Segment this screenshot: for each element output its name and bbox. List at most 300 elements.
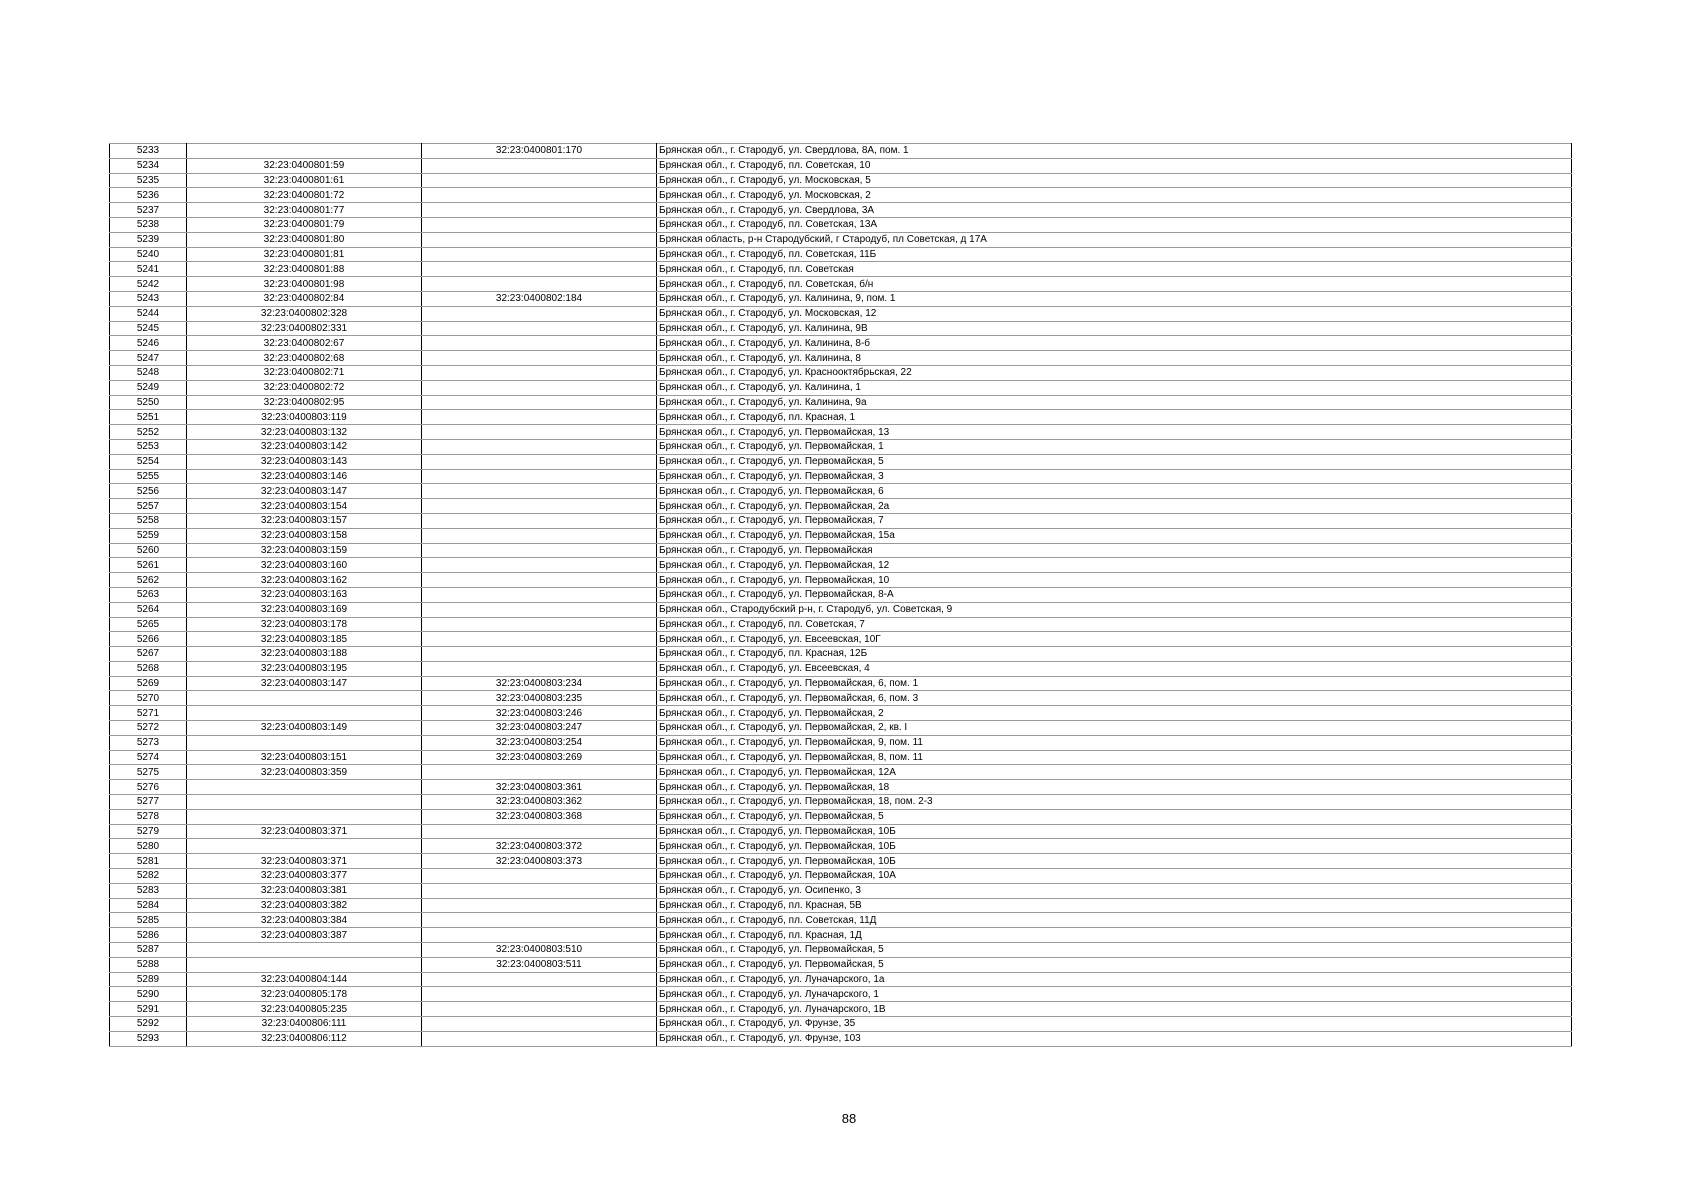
table-row [110, 587, 1572, 602]
premises-cadastral-number-cell: 32:23:0400803:235 [422, 691, 657, 706]
row-number-cell: 5249 [110, 380, 187, 395]
table-row [110, 217, 1572, 232]
row-number-cell: 5251 [110, 410, 187, 425]
table-row [110, 425, 1572, 440]
address-cell: Брянская обл., г. Стародуб, ул. Евсеевская, 10Г [657, 632, 1572, 647]
table-row [110, 173, 1572, 188]
premises-cadastral-number-cell [422, 336, 657, 351]
address-cell: Брянская обл., г. Стародуб, ул. Первомайская, 10Б [657, 824, 1572, 839]
cadastral-number-cell: 32:23:0400802:331 [187, 321, 422, 336]
cadastral-number-cell: 32:23:0400803:185 [187, 632, 422, 647]
row-number-cell: 5272 [110, 721, 187, 736]
table-row [110, 750, 1572, 765]
table-row [110, 765, 1572, 780]
cadastral-number-cell: 32:23:0400803:178 [187, 617, 422, 632]
cadastral-number-cell: 32:23:0400803:163 [187, 587, 422, 602]
cadastral-number-cell: 32:23:0400802:328 [187, 306, 422, 321]
premises-cadastral-number-cell [422, 647, 657, 662]
premises-cadastral-number-cell [422, 632, 657, 647]
row-number-cell: 5246 [110, 336, 187, 351]
table-row [110, 395, 1572, 410]
table-row [110, 499, 1572, 514]
table-row [110, 351, 1572, 366]
table-row [110, 365, 1572, 380]
cadastral-number-cell: 32:23:0400802:95 [187, 395, 422, 410]
row-number-cell: 5260 [110, 543, 187, 558]
row-number-cell: 5250 [110, 395, 187, 410]
premises-cadastral-number-cell [422, 913, 657, 928]
address-cell: Брянская обл., г. Стародуб, ул. Первомайская, 3 [657, 469, 1572, 484]
address-cell: Брянская обл., г. Стародуб, пл. Советская, 11Б [657, 247, 1572, 262]
address-cell: Брянская область, р-н Стародубский, г Стародуб, пл Советская, д 17А [657, 232, 1572, 247]
cadastral-number-cell [187, 839, 422, 854]
premises-cadastral-number-cell [422, 454, 657, 469]
cadastral-number-cell: 32:23:0400803:387 [187, 928, 422, 943]
cadastral-number-cell: 32:23:0400806:112 [187, 1031, 422, 1046]
premises-cadastral-number-cell: 32:23:0400803:234 [422, 676, 657, 691]
row-number-cell: 5237 [110, 203, 187, 218]
premises-cadastral-number-cell [422, 188, 657, 203]
address-cell: Брянская обл., г. Стародуб, ул. Фрунзе, 35 [657, 1017, 1572, 1032]
cadastral-number-cell: 32:23:0400803:146 [187, 469, 422, 484]
premises-cadastral-number-cell: 32:23:0400803:247 [422, 721, 657, 736]
table-row [110, 336, 1572, 351]
table-row [110, 1002, 1572, 1017]
cadastral-number-cell: 32:23:0400801:98 [187, 277, 422, 292]
address-cell: Брянская обл., г. Стародуб, ул. Первомайская, 5 [657, 943, 1572, 958]
row-number-cell: 5235 [110, 173, 187, 188]
row-number-cell: 5293 [110, 1031, 187, 1046]
premises-cadastral-number-cell [422, 380, 657, 395]
row-number-cell: 5291 [110, 1002, 187, 1017]
table-row [110, 247, 1572, 262]
registry-table-body [110, 144, 1572, 1047]
address-cell: Брянская обл., г. Стародуб, ул. Первомайская, 6 [657, 484, 1572, 499]
cadastral-number-cell: 32:23:0400803:359 [187, 765, 422, 780]
row-number-cell: 5255 [110, 469, 187, 484]
row-number-cell: 5284 [110, 898, 187, 913]
address-cell: Брянская обл., г. Стародуб, ул. Первомайская, 10Б [657, 839, 1572, 854]
table-row [110, 617, 1572, 632]
cadastral-number-cell: 32:23:0400803:195 [187, 661, 422, 676]
cadastral-number-cell [187, 943, 422, 958]
address-cell: Брянская обл., г. Стародуб, пл. Советская, 11Д [657, 913, 1572, 928]
row-number-cell: 5287 [110, 943, 187, 958]
address-cell: Брянская обл., г. Стародуб, ул. Первомайская, 5 [657, 957, 1572, 972]
premises-cadastral-number-cell [422, 469, 657, 484]
cadastral-number-cell [187, 795, 422, 810]
row-number-cell: 5286 [110, 928, 187, 943]
address-cell: Брянская обл., г. Стародуб, ул. Первомайская, 13 [657, 425, 1572, 440]
premises-cadastral-number-cell: 32:23:0400803:372 [422, 839, 657, 854]
premises-cadastral-number-cell [422, 573, 657, 588]
table-row [110, 144, 1572, 159]
row-number-cell: 5236 [110, 188, 187, 203]
address-cell: Брянская обл., г. Стародуб, ул. Луначарского, 1а [657, 972, 1572, 987]
address-cell: Брянская обл., г. Стародуб, ул. Первомайская, 7 [657, 513, 1572, 528]
premises-cadastral-number-cell: 32:23:0400803:373 [422, 854, 657, 869]
table-row [110, 528, 1572, 543]
premises-cadastral-number-cell [422, 425, 657, 440]
premises-cadastral-number-cell [422, 439, 657, 454]
address-cell: Брянская обл., г. Стародуб, ул. Первомайская, 18 [657, 780, 1572, 795]
premises-cadastral-number-cell [422, 972, 657, 987]
table-row [110, 913, 1572, 928]
premises-cadastral-number-cell [422, 824, 657, 839]
table-row [110, 898, 1572, 913]
cadastral-number-cell: 32:23:0400801:80 [187, 232, 422, 247]
row-number-cell: 5292 [110, 1017, 187, 1032]
row-number-cell: 5282 [110, 869, 187, 884]
cadastral-number-cell: 32:23:0400803:143 [187, 454, 422, 469]
table-row [110, 647, 1572, 662]
table-row [110, 1031, 1572, 1046]
row-number-cell: 5277 [110, 795, 187, 810]
table-row [110, 795, 1572, 810]
premises-cadastral-number-cell [422, 528, 657, 543]
address-cell: Брянская обл., г. Стародуб, ул. Московская, 5 [657, 173, 1572, 188]
table-row [110, 484, 1572, 499]
address-cell: Брянская обл., г. Стародуб, пл. Советская, 7 [657, 617, 1572, 632]
cadastral-number-cell [187, 780, 422, 795]
address-cell: Брянская обл., Стародубский р-н, г. Стародуб, ул. Советская, 9 [657, 602, 1572, 617]
premises-cadastral-number-cell [422, 1031, 657, 1046]
premises-cadastral-number-cell [422, 321, 657, 336]
table-row [110, 513, 1572, 528]
row-number-cell: 5243 [110, 291, 187, 306]
premises-cadastral-number-cell [422, 602, 657, 617]
address-cell: Брянская обл., г. Стародуб, ул. Краснооктябрьская, 22 [657, 365, 1572, 380]
premises-cadastral-number-cell [422, 558, 657, 573]
row-number-cell: 5263 [110, 587, 187, 602]
table-row [110, 439, 1572, 454]
premises-cadastral-number-cell: 32:23:0400801:170 [422, 144, 657, 159]
row-number-cell: 5281 [110, 854, 187, 869]
address-cell: Брянская обл., г. Стародуб, ул. Первомайская, 9, пом. 11 [657, 735, 1572, 750]
cadastral-number-cell: 32:23:0400803:151 [187, 750, 422, 765]
cadastral-number-cell: 32:23:0400803:188 [187, 647, 422, 662]
premises-cadastral-number-cell [422, 217, 657, 232]
premises-cadastral-number-cell: 32:23:0400803:511 [422, 957, 657, 972]
premises-cadastral-number-cell [422, 987, 657, 1002]
table-row [110, 691, 1572, 706]
cadastral-number-cell [187, 957, 422, 972]
table-row [110, 188, 1572, 203]
cadastral-number-cell: 32:23:0400802:71 [187, 365, 422, 380]
address-cell: Брянская обл., г. Стародуб, ул. Первомайская, 8-А [657, 587, 1572, 602]
row-number-cell: 5239 [110, 232, 187, 247]
address-cell: Брянская обл., г. Стародуб, ул. Первомайская, 1 [657, 439, 1572, 454]
address-cell: Брянская обл., г. Стародуб, ул. Свердлова, 8А, пом. 1 [657, 144, 1572, 159]
address-cell: Брянская обл., г. Стародуб, ул. Первомайская, 2а [657, 499, 1572, 514]
cadastral-number-cell: 32:23:0400801:61 [187, 173, 422, 188]
cadastral-number-cell: 32:23:0400801:72 [187, 188, 422, 203]
premises-cadastral-number-cell [422, 306, 657, 321]
premises-cadastral-number-cell [422, 543, 657, 558]
table-row [110, 943, 1572, 958]
table-row [110, 558, 1572, 573]
address-cell: Брянская обл., г. Стародуб, ул. Первомайская, 5 [657, 809, 1572, 824]
address-cell: Брянская обл., г. Стародуб, ул. Первомайская, 2 [657, 706, 1572, 721]
address-cell: Брянская обл., г. Стародуб, ул. Калинина, 9а [657, 395, 1572, 410]
row-number-cell: 5265 [110, 617, 187, 632]
table-row [110, 158, 1572, 173]
premises-cadastral-number-cell [422, 410, 657, 425]
address-cell: Брянская обл., г. Стародуб, ул. Московская, 12 [657, 306, 1572, 321]
premises-cadastral-number-cell: 32:23:0400803:254 [422, 735, 657, 750]
row-number-cell: 5259 [110, 528, 187, 543]
cadastral-number-cell: 32:23:0400805:235 [187, 1002, 422, 1017]
row-number-cell: 5275 [110, 765, 187, 780]
premises-cadastral-number-cell [422, 1002, 657, 1017]
cadastral-number-cell: 32:23:0400803:162 [187, 573, 422, 588]
address-cell: Брянская обл., г. Стародуб, ул. Первомайская, 10Б [657, 854, 1572, 869]
premises-cadastral-number-cell: 32:23:0400803:510 [422, 943, 657, 958]
table-row [110, 972, 1572, 987]
premises-cadastral-number-cell [422, 1017, 657, 1032]
address-cell: Брянская обл., г. Стародуб, ул. Первомайская, 12А [657, 765, 1572, 780]
cadastral-number-cell: 32:23:0400803:384 [187, 913, 422, 928]
table-row [110, 602, 1572, 617]
row-number-cell: 5262 [110, 573, 187, 588]
row-number-cell: 5238 [110, 217, 187, 232]
address-cell: Брянская обл., г. Стародуб, ул. Московская, 2 [657, 188, 1572, 203]
row-number-cell: 5273 [110, 735, 187, 750]
address-cell: Брянская обл., г. Стародуб, ул. Луначарского, 1 [657, 987, 1572, 1002]
table-row [110, 277, 1572, 292]
address-cell: Брянская обл., г. Стародуб, ул. Первомайская [657, 543, 1572, 558]
table-row [110, 987, 1572, 1002]
cadastral-number-cell: 32:23:0400802:68 [187, 351, 422, 366]
premises-cadastral-number-cell [422, 173, 657, 188]
cadastral-number-cell: 32:23:0400803:119 [187, 410, 422, 425]
premises-cadastral-number-cell [422, 765, 657, 780]
table-row [110, 306, 1572, 321]
table-row [110, 262, 1572, 277]
cadastral-number-cell: 32:23:0400803:158 [187, 528, 422, 543]
cadastral-number-cell: 32:23:0400803:149 [187, 721, 422, 736]
table-row [110, 706, 1572, 721]
row-number-cell: 5290 [110, 987, 187, 1002]
premises-cadastral-number-cell: 32:23:0400803:361 [422, 780, 657, 795]
row-number-cell: 5245 [110, 321, 187, 336]
table-row [110, 573, 1572, 588]
premises-cadastral-number-cell [422, 499, 657, 514]
cadastral-number-cell: 32:23:0400802:67 [187, 336, 422, 351]
address-cell: Брянская обл., г. Стародуб, ул. Первомайская, 6, пом. 1 [657, 676, 1572, 691]
cadastral-number-cell: 32:23:0400803:371 [187, 854, 422, 869]
row-number-cell: 5269 [110, 676, 187, 691]
address-cell: Брянская обл., г. Стародуб, ул. Первомайская, 5 [657, 454, 1572, 469]
row-number-cell: 5242 [110, 277, 187, 292]
premises-cadastral-number-cell [422, 869, 657, 884]
row-number-cell: 5241 [110, 262, 187, 277]
table-row [110, 824, 1572, 839]
address-cell: Брянская обл., г. Стародуб, пл. Советская, 13А [657, 217, 1572, 232]
row-number-cell: 5280 [110, 839, 187, 854]
table-row [110, 454, 1572, 469]
row-number-cell: 5248 [110, 365, 187, 380]
table-row [110, 661, 1572, 676]
address-cell: Брянская обл., г. Стародуб, пл. Советская, б/н [657, 277, 1572, 292]
table-row [110, 632, 1572, 647]
address-cell: Брянская обл., г. Стародуб, ул. Луначарского, 1В [657, 1002, 1572, 1017]
address-cell: Брянская обл., г. Стародуб, ул. Калинина, 9, пом. 1 [657, 291, 1572, 306]
row-number-cell: 5267 [110, 647, 187, 662]
table-row [110, 676, 1572, 691]
address-cell: Брянская обл., г. Стародуб, ул. Калинина, 1 [657, 380, 1572, 395]
address-cell: Брянская обл., г. Стародуб, ул. Первомайская, 12 [657, 558, 1572, 573]
address-cell: Брянская обл., г. Стародуб, ул. Первомайская, 10 [657, 573, 1572, 588]
address-cell: Брянская обл., г. Стародуб, ул. Калинина, 9В [657, 321, 1572, 336]
premises-cadastral-number-cell [422, 203, 657, 218]
premises-cadastral-number-cell [422, 928, 657, 943]
cadastral-number-cell: 32:23:0400801:59 [187, 158, 422, 173]
cadastral-number-cell: 32:23:0400801:77 [187, 203, 422, 218]
table-row [110, 543, 1572, 558]
premises-cadastral-number-cell [422, 158, 657, 173]
premises-cadastral-number-cell [422, 247, 657, 262]
table-row [110, 735, 1572, 750]
cadastral-number-cell: 32:23:0400803:142 [187, 439, 422, 454]
address-cell: Брянская обл., г. Стародуб, ул. Калинина, 8 [657, 351, 1572, 366]
row-number-cell: 5288 [110, 957, 187, 972]
cadastral-number-cell: 32:23:0400802:72 [187, 380, 422, 395]
premises-cadastral-number-cell: 32:23:0400803:246 [422, 706, 657, 721]
premises-cadastral-number-cell [422, 661, 657, 676]
address-cell: Брянская обл., г. Стародуб, ул. Евсеевская, 4 [657, 661, 1572, 676]
table-row [110, 410, 1572, 425]
table-row [110, 232, 1572, 247]
premises-cadastral-number-cell [422, 513, 657, 528]
row-number-cell: 5256 [110, 484, 187, 499]
row-number-cell: 5234 [110, 158, 187, 173]
address-cell: Брянская обл., г. Стародуб, ул. Первомайская, 2, кв. I [657, 721, 1572, 736]
address-cell: Брянская обл., г. Стародуб, ул. Первомайская, 18, пом. 2-3 [657, 795, 1572, 810]
address-cell: Брянская обл., г. Стародуб, ул. Фрунзе, 103 [657, 1031, 1572, 1046]
cadastral-number-cell [187, 144, 422, 159]
row-number-cell: 5247 [110, 351, 187, 366]
premises-cadastral-number-cell [422, 277, 657, 292]
table-row [110, 380, 1572, 395]
row-number-cell: 5266 [110, 632, 187, 647]
cadastral-number-cell: 32:23:0400804:144 [187, 972, 422, 987]
row-number-cell: 5283 [110, 883, 187, 898]
address-cell: Брянская обл., г. Стародуб, ул. Осипенко, 3 [657, 883, 1572, 898]
table-row [110, 809, 1572, 824]
cadastral-number-cell: 32:23:0400803:382 [187, 898, 422, 913]
table-row [110, 1017, 1572, 1032]
table-row [110, 291, 1572, 306]
row-number-cell: 5268 [110, 661, 187, 676]
row-number-cell: 5279 [110, 824, 187, 839]
row-number-cell: 5244 [110, 306, 187, 321]
table-row [110, 839, 1572, 854]
row-number-cell: 5261 [110, 558, 187, 573]
cadastral-number-cell: 32:23:0400803:381 [187, 883, 422, 898]
premises-cadastral-number-cell [422, 262, 657, 277]
premises-cadastral-number-cell [422, 617, 657, 632]
premises-cadastral-number-cell [422, 365, 657, 380]
address-cell: Брянская обл., г. Стародуб, ул. Первомайская, 6, пом. 3 [657, 691, 1572, 706]
row-number-cell: 5274 [110, 750, 187, 765]
cadastral-number-cell: 32:23:0400806:111 [187, 1017, 422, 1032]
registry-table [109, 143, 1572, 1047]
cadastral-number-cell [187, 735, 422, 750]
table-row [110, 883, 1572, 898]
row-number-cell: 5257 [110, 499, 187, 514]
cadastral-number-cell: 32:23:0400802:84 [187, 291, 422, 306]
address-cell: Брянская обл., г. Стародуб, пл. Красная, 5В [657, 898, 1572, 913]
table-row [110, 321, 1572, 336]
cadastral-number-cell: 32:23:0400803:160 [187, 558, 422, 573]
address-cell: Брянская обл., г. Стародуб, пл. Советская [657, 262, 1572, 277]
premises-cadastral-number-cell [422, 587, 657, 602]
address-cell: Брянская обл., г. Стародуб, пл. Красная, 1 [657, 410, 1572, 425]
premises-cadastral-number-cell [422, 232, 657, 247]
premises-cadastral-number-cell [422, 898, 657, 913]
cadastral-number-cell: 32:23:0400803:159 [187, 543, 422, 558]
cadastral-number-cell: 32:23:0400803:147 [187, 676, 422, 691]
table-row [110, 869, 1572, 884]
cadastral-number-cell: 32:23:0400803:371 [187, 824, 422, 839]
address-cell: Брянская обл., г. Стародуб, пл. Советская, 10 [657, 158, 1572, 173]
row-number-cell: 5240 [110, 247, 187, 262]
cadastral-number-cell: 32:23:0400803:132 [187, 425, 422, 440]
premises-cadastral-number-cell [422, 351, 657, 366]
premises-cadastral-number-cell: 32:23:0400802:184 [422, 291, 657, 306]
row-number-cell: 5264 [110, 602, 187, 617]
cadastral-number-cell [187, 809, 422, 824]
row-number-cell: 5233 [110, 144, 187, 159]
cadastral-number-cell: 32:23:0400801:81 [187, 247, 422, 262]
row-number-cell: 5276 [110, 780, 187, 795]
address-cell: Брянская обл., г. Стародуб, пл. Красная, 12Б [657, 647, 1572, 662]
cadastral-number-cell: 32:23:0400803:147 [187, 484, 422, 499]
table-row [110, 957, 1572, 972]
premises-cadastral-number-cell [422, 484, 657, 499]
premises-cadastral-number-cell [422, 395, 657, 410]
row-number-cell: 5253 [110, 439, 187, 454]
table-row [110, 469, 1572, 484]
address-cell: Брянская обл., г. Стародуб, ул. Калинина, 8-б [657, 336, 1572, 351]
premises-cadastral-number-cell [422, 883, 657, 898]
page-number: 88 [841, 1111, 857, 1126]
premises-cadastral-number-cell: 32:23:0400803:269 [422, 750, 657, 765]
address-cell: Брянская обл., г. Стародуб, пл. Красная, 1Д [657, 928, 1572, 943]
address-cell: Брянская обл., г. Стародуб, ул. Первомайская, 15а [657, 528, 1572, 543]
cadastral-number-cell: 32:23:0400803:377 [187, 869, 422, 884]
cadastral-number-cell: 32:23:0400803:169 [187, 602, 422, 617]
table-row [110, 854, 1572, 869]
address-cell: Брянская обл., г. Стародуб, ул. Первомайская, 10А [657, 869, 1572, 884]
premises-cadastral-number-cell: 32:23:0400803:368 [422, 809, 657, 824]
address-cell: Брянская обл., г. Стародуб, ул. Первомайская, 8, пом. 11 [657, 750, 1572, 765]
row-number-cell: 5254 [110, 454, 187, 469]
cadastral-number-cell: 32:23:0400801:79 [187, 217, 422, 232]
row-number-cell: 5270 [110, 691, 187, 706]
address-cell: Брянская обл., г. Стародуб, ул. Свердлова, 3А [657, 203, 1572, 218]
cadastral-number-cell: 32:23:0400803:154 [187, 499, 422, 514]
table-row [110, 780, 1572, 795]
table-row [110, 721, 1572, 736]
cadastral-number-cell: 32:23:0400805:178 [187, 987, 422, 1002]
cadastral-number-cell [187, 706, 422, 721]
cadastral-number-cell: 32:23:0400803:157 [187, 513, 422, 528]
row-number-cell: 5271 [110, 706, 187, 721]
row-number-cell: 5278 [110, 809, 187, 824]
table-row [110, 203, 1572, 218]
